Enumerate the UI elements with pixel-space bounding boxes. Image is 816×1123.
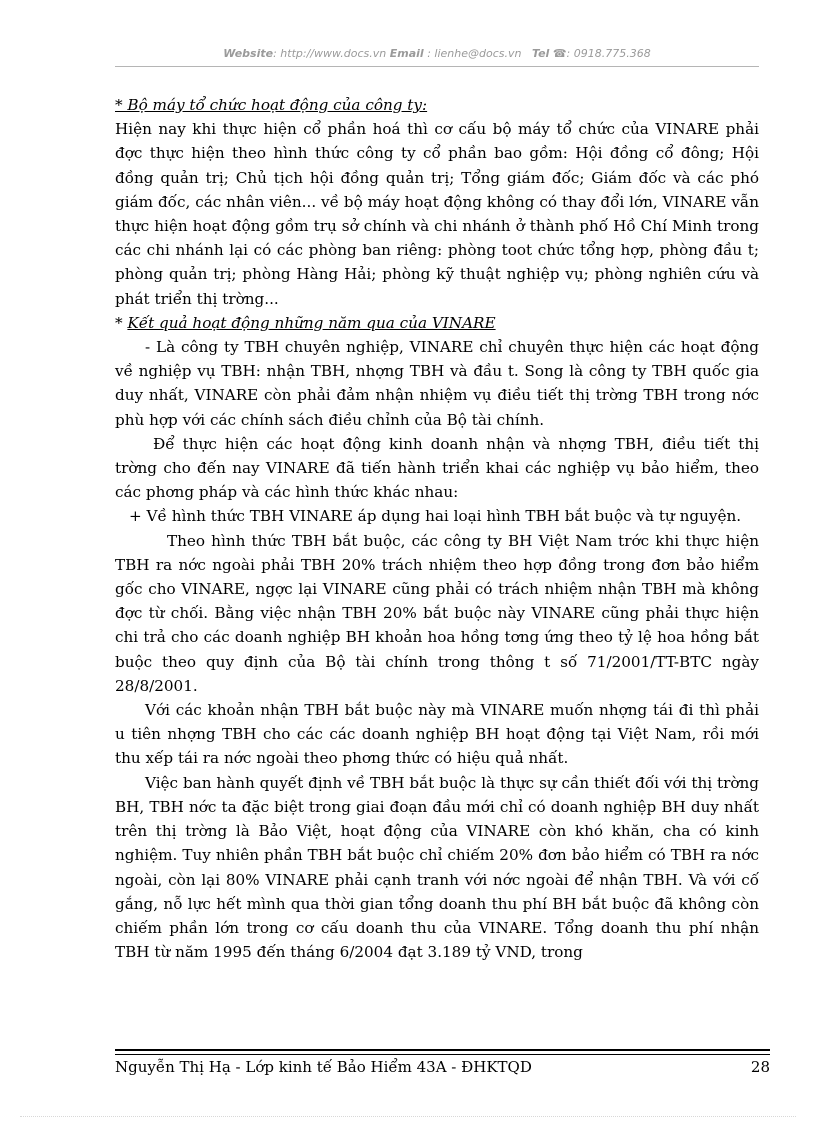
paragraph: - Là công ty TBH chuyên nghiệp, VINARE chỉ chuyên thực hiện các hoạt động về nghiệp vụ TBH: nhận TBH, nhợng TBH và đầu t. Song là công ty TBH quốc gia duy nhất, VINARE còn phải đảm nhận nhiệm vụ điều tiết thị trờng TBH trong nớc phù hợp với các chính sách điều chỉnh của Bộ tài chính.: [115, 338, 759, 429]
section-heading-organization: * Bộ máy tổ chức hoạt động của công ty:: [115, 96, 428, 114]
paragraph: Việc ban hành quyết định về TBH bắt buộc là thực sự cần thiết đối với thị trờng BH, TBH nớc ta đặc biệt trong giai đoạn đầu mới chỉ có doanh nghiệp BH duy nhất trên thị trờng là Bảo Việt, hoạt động của VINARE còn khó khăn, cha có kinh nghiệm. Tuy nhiên phần TBH bắt buộc chỉ chiếm 20% đơn bảo hiểm có TBH ra nớc ngoài, còn lại 80% VINARE phải cạnh tranh với nớc ngoài để nhận TBH. Và với cố gắng, nỗ lực hết mình qua thời gian tổng doanh thu phí BH bắt buộc đã không còn chiếm phần lớn trong cơ cấu doanh thu của VINARE. Tổng doanh thu phí nhận TBH từ năm 1995 đến tháng 6/2004 đạt 3.189 tỷ VND, trong: [115, 773, 759, 962]
page-footer: [115, 1058, 770, 1076]
bullet-paragraph: + Về hình thức TBH VINARE áp dụng hai loại hình TBH bắt buộc và tự nguyện.: [129, 507, 742, 526]
email-value: : lienhe@docs.vn: [423, 47, 522, 60]
heading-prefix: *: [115, 313, 128, 332]
website-label: Website: [223, 47, 274, 60]
footer-divider: [115, 1049, 770, 1055]
page-header: [115, 44, 759, 67]
tel-label: Tel: [531, 47, 550, 60]
heading-text: Kết quả hoạt động những năm qua của VINARE: [127, 313, 496, 332]
bottom-dotted-line: [20, 1116, 796, 1117]
website-value: : http://www.docs.vn: [273, 47, 387, 60]
paragraph: Hiện nay khi thực hiện cổ phần hoá thì cơ cấu bộ máy tổ chức của VINARE phải đợc thực hiện theo hình thức công ty cổ phần bao gồm: Hội đồng cổ đông; Hội đồng quản trị; Chủ tịch hội đồng quản trị; Tổng giám đốc; Giám đốc và các phó giám đốc, các nhân viên... về bộ máy hoạt động không có thay đổi lớn, VINARE vẫn thực hiện hoạt động gồm trụ sở chính và chi nhánh ở thành phố Hồ Chí Minh trong các chi nhánh lại có các phòng ban riêng: phòng toot chức tổng hợp, phòng đầu t; phòng quản trị; phòng Hàng Hải; phòng kỹ thuật nghiệp vụ; phòng nghiên cứu và phát triển thị trờng...: [115, 120, 759, 308]
page-number: 28: [750, 1058, 770, 1076]
footer-author: Nguyễn Thị Hạ - Lớp kinh tế Bảo Hiểm 43A - ĐHKTQD: [115, 1058, 532, 1076]
section-heading-results: [115, 311, 759, 335]
email-label: Email: [389, 47, 424, 60]
paragraph: Với các khoản nhận TBH bắt buộc này mà VINARE muốn nhợng tái đi thì phải u tiên nhợng TBH cho các các doanh nghiệp BH hoạt động tại Việt Nam, rồi mới thu xếp tái ra nớc ngoài theo phơng thức có hiệu quả nhất.: [115, 701, 759, 768]
tel-value: ☎: 0918.775.368: [552, 47, 651, 60]
document-body: [115, 93, 759, 964]
paragraph: Để thực hiện các hoạt động kinh doanh nhận và nhợng TBH, điều tiết thị trờng cho đến nay VINARE đã tiến hành triển khai các nghiệp vụ bảo hiểm, theo các phơng pháp và các hình thức khác nhau:: [115, 434, 759, 502]
paragraph: Theo hình thức TBH bắt buộc, các công ty BH Việt Nam trớc khi thực hiện TBH ra nớc ngoài phải TBH 20% trách nhiệm theo hợp đồng trong đơn bảo hiểm gốc cho VINARE, ngợc lại VINARE cũng phải có trách nhiệm nhận TBH mà không đợc từ chối. Bằng việc nhận TBH 20% bắt buộc này VINARE cũng phải thực hiện chi trả cho các doanh nghiệp BH khoản hoa hồng tơng ứng theo tỷ lệ hoa hồng bắt buộc theo quy định của Bộ tài chính trong thông t số 71/2001/TT-BTC ngày 28/8/2001.: [115, 531, 759, 695]
